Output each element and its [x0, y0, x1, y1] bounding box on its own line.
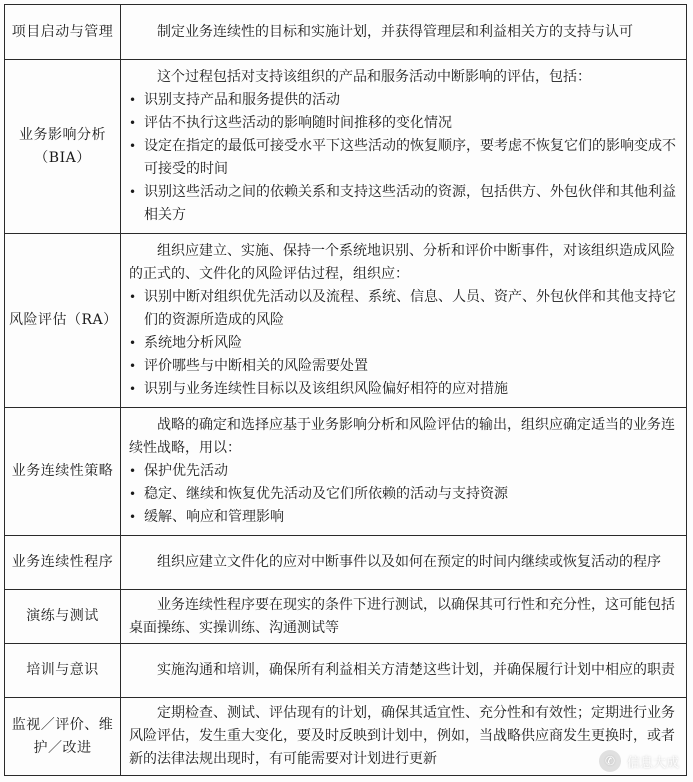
table-row	[5, 536, 687, 590]
list-item: • 保护优先活动	[129, 460, 680, 483]
row-intro: 业务连续性程序要在现实的条件下进行测试，以确保其可行性和充分性，这可能包括桌面操练、实操训练、沟通测试等	[129, 596, 675, 636]
table-row	[5, 234, 687, 408]
row-name: 监视／评价、维护／改进	[5, 698, 121, 776]
list-item: • 系统地分析风险	[129, 332, 680, 355]
list-item: • 评估不执行这些活动的影响随时间推移的变化情况	[129, 112, 680, 135]
bullet-icon: •	[129, 93, 137, 107]
bullet-icon: •	[129, 116, 137, 130]
row-intro: 实施沟通和培训，确保所有利益相关方清楚这些计划，并确保履行计划中相应的职责	[157, 662, 675, 678]
row-description	[121, 408, 687, 536]
row-description	[121, 5, 687, 60]
row-name: 业务影响分析（BIA）	[5, 60, 121, 234]
list-item: • 识别与业务连续性目标以及该组织风险偏好相符的应对措施	[129, 378, 680, 401]
row-name: 业务连续性策略	[5, 408, 121, 536]
row-name: 演练与测试	[5, 590, 121, 644]
list-item: • 缓解、响应和管理影响	[129, 506, 680, 529]
bullet-icon: •	[129, 185, 137, 199]
bullet-icon: •	[129, 382, 137, 396]
bullet-icon: •	[129, 510, 137, 524]
bcm-table	[4, 4, 687, 776]
row-name: 业务连续性程序	[5, 536, 121, 590]
bullet-icon: •	[129, 487, 137, 501]
row-description	[121, 536, 687, 590]
row-intro: 组织应建立、实施、保持一个系统地识别、分析和评价中断事件，对该组织造成风险的正式的、文件化的风险评估过程，组织应：	[129, 243, 675, 282]
watermark-text: 信息大成	[626, 755, 679, 771]
table-row	[5, 590, 687, 644]
list-item: • 设定在指定的最低可接受水平下这些活动的恢复顺序，要考虑不恢复它们的影响变成不可接受的时间	[129, 135, 680, 181]
bullet-icon: •	[129, 336, 137, 350]
table-row	[5, 408, 687, 536]
bullet-icon: •	[129, 359, 137, 373]
list-item: • 识别这些活动之间的依赖关系和支持这些活动的资源，包括供方、外包伙伴和其他利益相关方	[129, 181, 680, 227]
table-row	[5, 5, 687, 60]
list-item: • 评价哪些与中断相关的风险需要处置	[129, 355, 680, 378]
bullet-list	[129, 460, 680, 529]
row-description	[121, 644, 687, 698]
row-description	[121, 590, 687, 644]
bullet-list	[129, 89, 680, 227]
row-name: 风险评估（RA）	[5, 234, 121, 408]
watermark	[599, 750, 679, 772]
row-description	[121, 60, 687, 234]
row-name: 培训与意识	[5, 644, 121, 698]
wechat-icon: ✆	[599, 750, 621, 772]
row-intro: 组织应建立文件化的应对中断事件以及如何在预定的时间内继续或恢复活动的程序	[157, 554, 661, 570]
table-row	[5, 698, 687, 776]
bullet-icon: •	[129, 464, 137, 478]
table-row	[5, 60, 687, 234]
row-name: 项目启动与管理	[5, 5, 121, 60]
table-row	[5, 644, 687, 698]
row-intro: 这个过程包括对支持该组织的产品和服务活动中断影响的评估，包括：	[157, 69, 591, 85]
bullet-icon: •	[129, 290, 137, 304]
list-item: • 稳定、继续和恢复优先活动及它们所依赖的活动与支持资源	[129, 483, 680, 506]
list-item: • 识别支持产品和服务提供的活动	[129, 89, 680, 112]
row-description	[121, 234, 687, 408]
bullet-icon: •	[129, 139, 137, 153]
row-intro: 制定业务连续性的目标和实施计划，并获得管理层和利益相关方的支持与认可	[157, 23, 633, 40]
list-item: • 识别中断对组织优先活动以及流程、系统、信息、人员、资产、外包伙伴和其他支持它们的资源所造成的风险	[129, 286, 680, 332]
row-intro: 定期检查、测试、评估现有的计划，确保其适宜性、充分性和有效性；定期进行业务风险评估，发生重大变化，要及时反映到计划中，例如，当战略供应商发生更换时，或者新的法律法规出现时，有可能需要对计划进行更新	[129, 705, 675, 767]
row-intro: 战略的确定和选择应基于业务影响分析和风险评估的输出，组织应确定适当的业务连续性战略，用以：	[129, 417, 675, 456]
bullet-list	[129, 286, 680, 401]
